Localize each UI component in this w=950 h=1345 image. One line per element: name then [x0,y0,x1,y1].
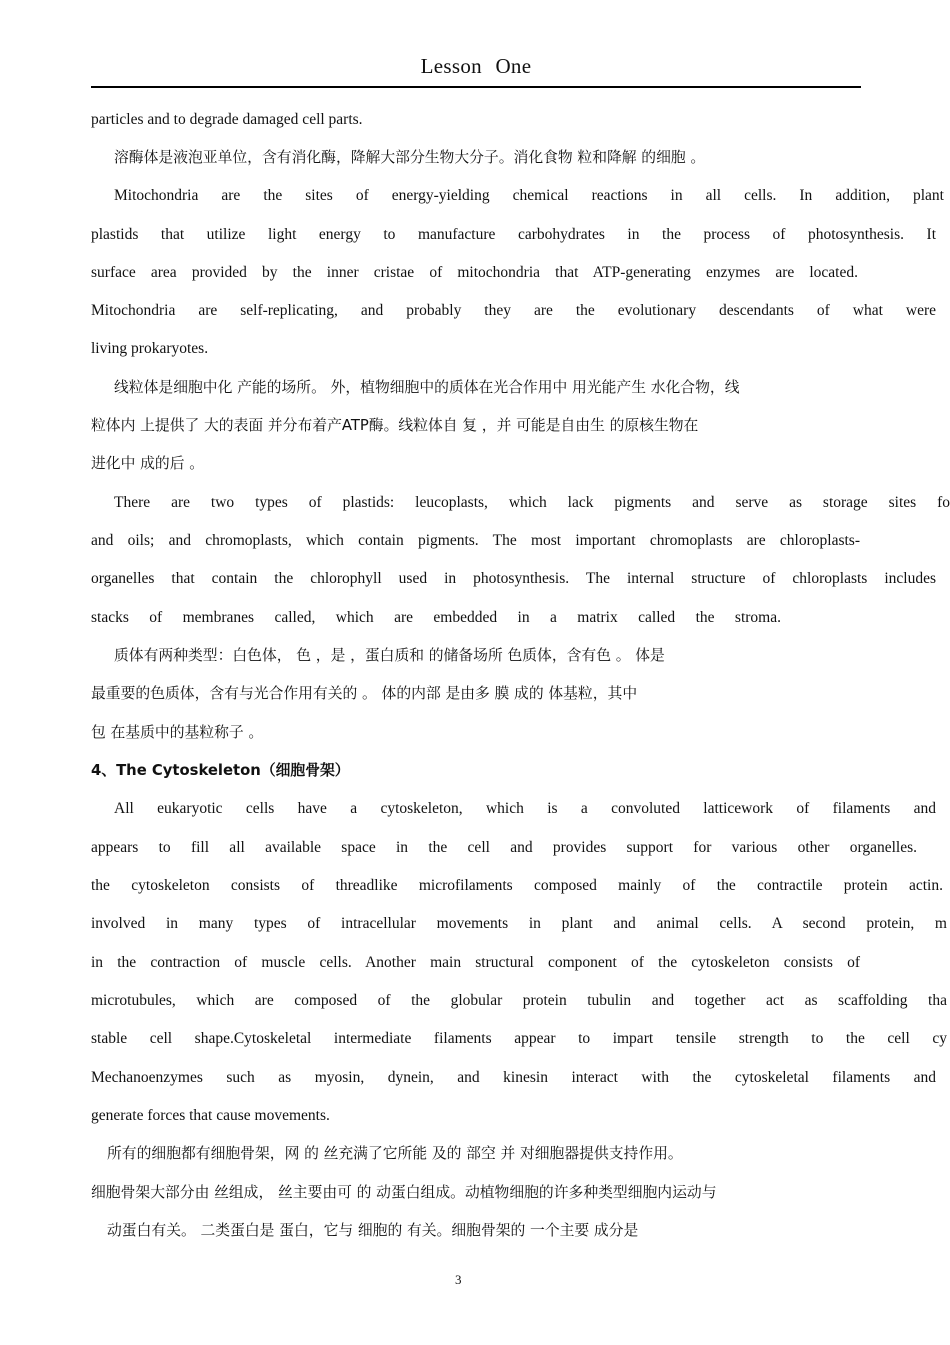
section-heading: 4、The Cytoskeleton（细胞骨架） [91,762,350,779]
text-line: microtubules, which are composed of the globular protein tubulin and together act as scaffolding tha [91,992,947,1009]
page-header [91,50,861,88]
text-line: Mechanoenzymes such as myosin, dynein, and kinesin interact with the cytoskeletal filaments and [91,1069,936,1086]
text-line: 粒体内 上提供了 大的表面 并分布着产ATP酶。线粒体自 复 ，并 可能是自由生 的原核生物在 [91,417,699,434]
text-line: 包 在基质中的基粒称子 。 [91,724,264,741]
text-line: All eukaryotic cells have a cytoskeleton, which is a convoluted latticework of filaments and [114,800,936,817]
text-line: particles and to degrade damaged cell parts. [91,111,363,128]
text-line: organelles that contain the chlorophyll used in photosynthesis. The internal structure of chloroplasts includes [91,570,936,587]
header-title: Lesson One [420,54,532,78]
text-line: There are two types of plastids: leucoplasts, which lack pigments and serve as storage sites fo [114,494,950,511]
text-line: generate forces that cause movements. [91,1107,330,1124]
text-line: living prokaryotes. [91,340,209,357]
text-line: 动蛋白有关。 二类蛋白是 蛋白，它与 细胞的 有关。细胞骨架的 一个主要 成分是 [107,1222,639,1239]
text-line: in the contraction of muscle cells. Another main structural component of the cytoskeleton consists of [91,954,860,971]
text-line: Mitochondria are self-replicating, and probably they are the evolutionary descendants of what were [91,302,936,319]
text-line: the cytoskeleton consists of threadlike microfilaments composed mainly of the contractile protein actin. [91,877,943,894]
text-line: 线粒体是细胞中化 产能的场所。 外，植物细胞中的质体在光合作用中 用光能产生 水化合物，线 [114,379,740,396]
text-line: Mitochondria are the sites of energy-yielding chemical reactions in all cells. In addition, plant [114,187,944,204]
text-line: appears to fill all available space in the cell and provides support for various other organelles. [91,839,917,856]
text-line: and oils; and chromoplasts, which contain pigments. The most important chromoplasts are chloroplasts- [91,532,860,549]
text-line: 质体有两种类型：白色体， 色 ，是 ，蛋白质和 的储备场所 色质体，含有色 。 体是 [114,647,665,664]
text-line: 细胞骨架大部分由 丝组成， 丝主要由可 的 动蛋白组成。动植物细胞的许多种类型细胞内运动与 [91,1184,717,1201]
text-line: involved in many types of intracellular movements in plant and animal cells. A second protein, m [91,915,947,932]
text-line: 溶酶体是液泡亚单位，含有消化酶，降解大部分生物大分子。消化食物 粒和降解 的细胞 。 [114,149,706,166]
text-line: 所有的细胞都有细胞骨架，网 的 丝充满了它所能 及的 部空 并 对细胞器提供支持作用。 [107,1145,683,1162]
page-number: 3 [455,1272,462,1287]
text-line: 最重要的色质体，含有与光合作用有关的 。 体的内部 是由多 膜 成的 体基粒，其中 [91,685,638,702]
text-line: 进化中 成的后 。 [91,455,204,472]
text-line: stacks of membranes called, which are embedded in a matrix called the stroma. [91,609,781,626]
text-line: stable cell shape.Cytoskeletal intermediate filaments appear to impart tensile strength to the cell cy [91,1030,947,1047]
text-line: plastids that utilize light energy to manufacture carbohydrates in the process of photosynthesis. It [91,226,936,243]
text-line: surface area provided by the inner cristae of mitochondria that ATP-generating enzymes are located. [91,264,858,281]
